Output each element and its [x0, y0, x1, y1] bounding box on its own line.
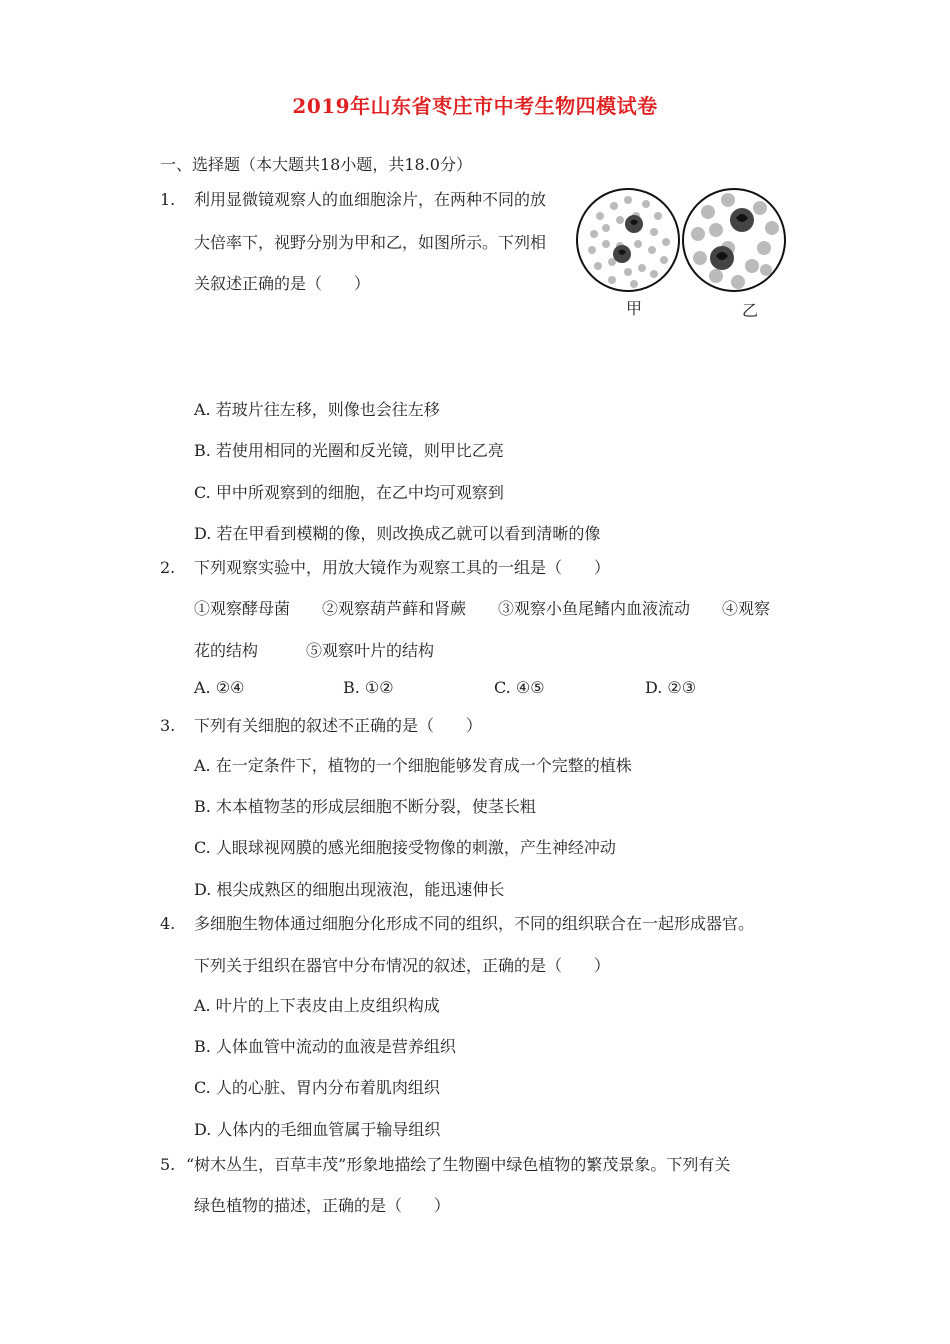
page-title: 2019年山东省枣庄市中考生物四模试卷: [292, 94, 658, 118]
question-stem: 下列观察实验中，用放大镜作为观察工具的一组是（ ）: [194, 558, 611, 577]
option: A. ②④: [194, 678, 245, 697]
question-items-line: ①观察酵母菌 ②观察葫芦藓和肾蕨 ③观察小鱼尾鳍内血液流动 ④观察: [194, 599, 771, 618]
figure-label-b: 乙: [742, 301, 759, 320]
question-number: 3.: [160, 716, 176, 735]
question-stem-line: 利用显微镜观察人的血细胞涂片，在两种不同的放: [194, 190, 547, 209]
option: B. 人体血管中流动的血液是营养组织: [194, 1037, 456, 1056]
option: C. 人眼球视网膜的感光细胞接受物像的刺激，产生神经冲动: [194, 838, 616, 857]
question-number: 2.: [160, 558, 176, 577]
section-heading: 一、选择题（本大题共18小题，共18.0分）: [160, 155, 472, 174]
option: B. 木本植物茎的形成层细胞不断分裂，使茎长粗: [194, 797, 536, 816]
option: A. 若玻片往左移，则像也会往左移: [194, 400, 440, 419]
question-number: 4.: [160, 914, 176, 933]
option: D. 若在甲看到模糊的像，则改换成乙就可以看到清晰的像: [194, 524, 601, 543]
question-stem-line: 多细胞生物体通过细胞分化形成不同的组织，不同的组织联合在一起形成器官。: [194, 914, 755, 933]
figure-label-a: 甲: [626, 299, 643, 318]
question-stem-line: “树木丛生，百草丰茂”形象地描绘了生物圈中绿色植物的繁茂景象。下列有关: [186, 1155, 731, 1174]
option: C. 甲中所观察到的细胞，在乙中均可观察到: [194, 483, 504, 502]
option: D. 根尖成熟区的细胞出现液泡，能迅速伸长: [194, 880, 505, 899]
option: C. 人的心脏、胃内分布着肌肉组织: [194, 1078, 440, 1097]
question-number: 1.: [160, 190, 176, 209]
question-stem-line: 大倍率下，视野分别为甲和乙，如图所示。下列相: [194, 233, 547, 252]
option: C. ④⑤: [494, 678, 545, 697]
option: B. ①②: [343, 678, 394, 697]
microscope-field-figure: [576, 186, 792, 322]
option: A. 在一定条件下，植物的一个细胞能够发育成一个完整的植株: [194, 756, 632, 775]
question-stem: 下列有关细胞的叙述不正确的是（ ）: [194, 716, 483, 735]
question-items-line: 花的结构 ⑤观察叶片的结构: [194, 641, 435, 660]
option: B. 若使用相同的光圈和反光镜，则甲比乙亮: [194, 441, 504, 460]
question-stem-line: 绿色植物的描述，正确的是（ ）: [194, 1196, 451, 1215]
option: D. 人体内的毛细血管属于输导组织: [194, 1120, 441, 1139]
question-stem-line: 关叙述正确的是（ ）: [194, 274, 371, 293]
option: A. 叶片的上下表皮由上皮组织构成: [194, 996, 440, 1015]
question-stem-line: 下列关于组织在器官中分布情况的叙述，正确的是（ ）: [194, 956, 611, 975]
question-number: 5.: [160, 1155, 176, 1174]
field-a: [577, 189, 679, 291]
option: D. ②③: [645, 678, 697, 697]
field-b: [683, 189, 785, 291]
